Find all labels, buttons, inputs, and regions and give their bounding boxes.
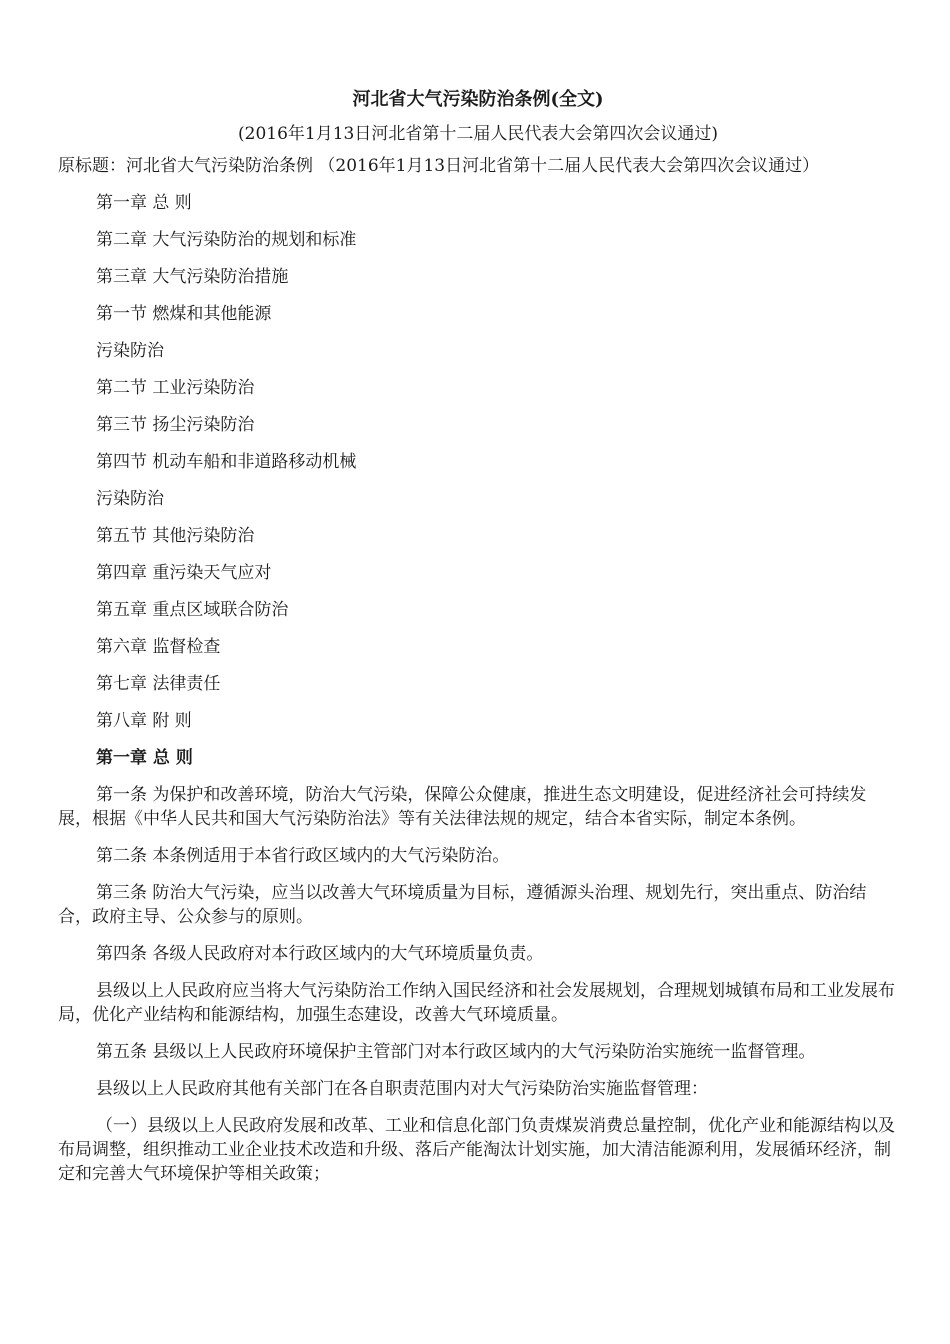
article-paragraph: 第三条 防治大气污染，应当以改善大气环境质量为目标，遵循源头治理、规划先行，突出重点、防治结合，政府主导、公众参与的原则。 (58, 883, 867, 927)
original-title: 原标题：河北省大气污染防治条例 （2016年1月13日河北省第十二届人民代表大会第四次会议通过） (58, 156, 820, 176)
toc-item: 第三章 大气污染防治措施 (96, 267, 289, 287)
toc-item: 污染防治 (96, 489, 164, 509)
article-paragraph: 第五条 县级以上人民政府环境保护主管部门对本行政区域内的大气污染防治实施统一监督管理。 (96, 1042, 816, 1062)
toc-item: 第四节 机动车船和非道路移动机械 (96, 452, 357, 472)
toc-item: 第一章 总 则 (96, 193, 192, 213)
toc-item: 第七章 法律责任 (96, 674, 221, 694)
toc-item: 第五节 其他污染防治 (96, 526, 255, 546)
article-paragraph: 县级以上人民政府应当将大气污染防治工作纳入国民经济和社会发展规划，合理规划城镇布局和工业发展布局，优化产业结构和能源结构，加强生态建设，改善大气环境质量。 (58, 981, 895, 1025)
document-page (58, 88, 898, 1199)
toc-item: 第二章 大气污染防治的规划和标准 (96, 230, 357, 250)
toc-item: 第四章 重污染天气应对 (96, 563, 272, 583)
document-title: 河北省大气污染防治条例(全文) (352, 89, 604, 110)
article-paragraph: 第二条 本条例适用于本省行政区域内的大气污染防治。 (96, 846, 510, 866)
article-paragraph: （一）县级以上人民政府发展和改革、工业和信息化部门负责煤炭消费总量控制，优化产业和能源结构以及布局调整，组织推动工业企业技术改造和升级、落后产能淘汰计划实施，加大清洁能源利用，发展循环经济，制定和完善大气环境保护等相关政策； (58, 1116, 895, 1184)
document-subtitle: (2016年1月13日河北省第十二届人民代表大会第四次会议通过) (238, 124, 718, 144)
toc-item: 第二节 工业污染防治 (96, 378, 255, 398)
article-paragraph: 第一条 为保护和改善环境，防治大气污染，保障公众健康，推进生态文明建设，促进经济社会可持续发展，根据《中华人民共和国大气污染防治法》等有关法律法规的规定，结合本省实际，制定本条例。 (58, 785, 867, 829)
toc-item: 第六章 监督检查 (96, 637, 221, 657)
toc-item: 第五章 重点区域联合防治 (96, 600, 289, 620)
toc-item: 污染防治 (96, 341, 164, 361)
chapter-heading: 第一章 总 则 (96, 748, 193, 768)
toc-item: 第八章 附 则 (96, 711, 192, 731)
toc-item: 第一节 燃煤和其他能源 (96, 304, 272, 324)
article-paragraph: 县级以上人民政府其他有关部门在各自职责范围内对大气污染防治实施监督管理： (96, 1079, 708, 1099)
article-paragraph: 第四条 各级人民政府对本行政区域内的大气环境质量负责。 (96, 944, 544, 964)
toc-item: 第三节 扬尘污染防治 (96, 415, 255, 435)
